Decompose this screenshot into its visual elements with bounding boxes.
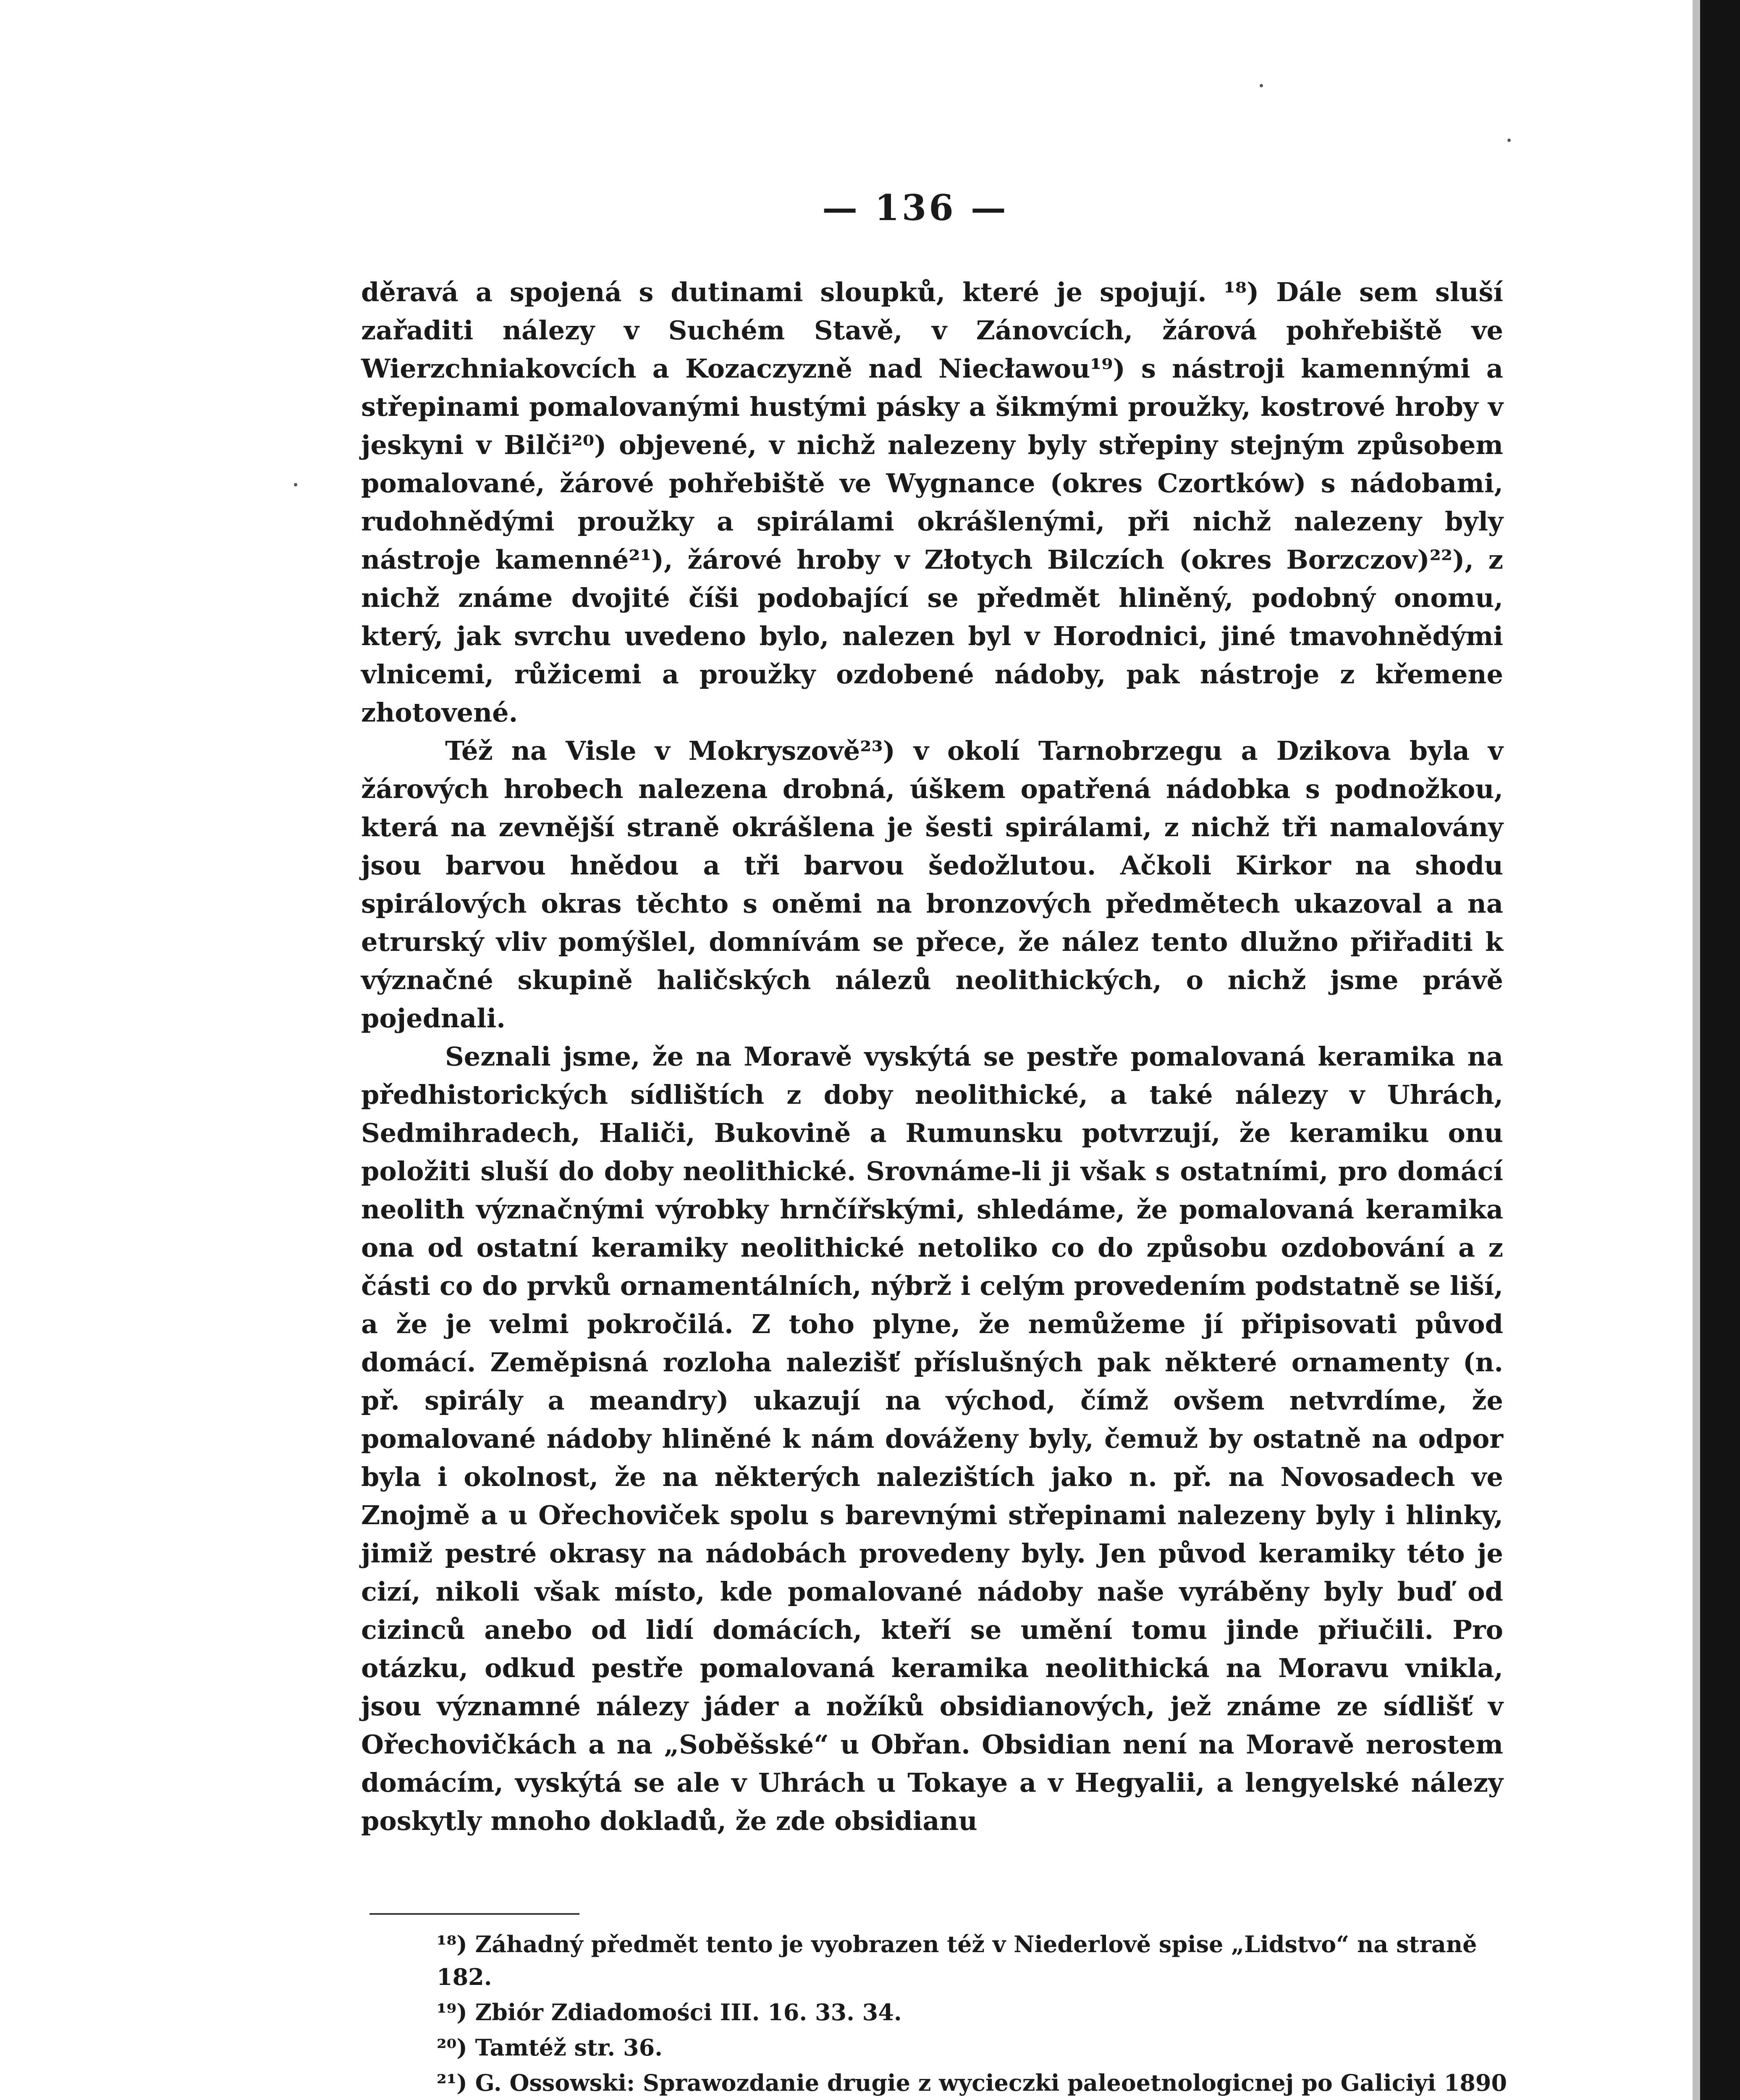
footnote-divider	[369, 1913, 579, 1915]
paragraph-3: Seznali jsme, že na Moravě vyskýtá se pestře pomalovaná keramika na předhistorických sídlištích z doby neolithické, a také nálezy v Uhrách, Sedmihradech, Haliči, Bukovině a Rumunsku potvrzují, že keramiku onu položiti sluší do doby neolithické. Srovnáme-li ji však s ostatními, pro domácí neolith význačnými výrobky hrnčířskými, shledáme, že pomalovaná keramika ona od ostatní keramiky neolithické netoliko co do způsobu ozdobování a z části co do prvků ornamentálních, nýbrž i celým provedením podstatně se liší, a že je velmi pokročilá. Z toho plyne, že nemůžeme jí připisovati původ domácí. Zeměpisná rozloha nalezišť příslušných pak některé ornamenty (n. př. spirály a meandry) ukazují na východ, čímž ovšem netvrdíme, že pomalované nádoby hliněné k nám dováženy byly, čemuž by ostatně na odpor byla i okolnost, že na některých nalezištích jako n. př. na Novosadech ve Znojmě a u Ořechoviček spolu s barevnými střepinami nalezeny byly i hlinky, jimiž pestré okrasy na nádobách provedeny byly. Jen původ keramiky této je cizí, nikoli však místo, kde pomalované nádoby naše vyráběny byly buď od cizinců anebo od lidí domácích, kteří se umění tomu jinde přiučili. Pro otázku, odkud pestře pomalovaná keramika neolithická na Moravu vnikla, jsou významné nálezy jáder a nožíků obsidianových, jež známe ze sídlišť v Ořechovičkách a na „Soběšské“ u Obřan. Obsidian není na Moravě nerostem domácím, vyskýtá se ale v Uhrách u Tokaye a v Hegyalii, a lengyelské nálezy poskytly mnoho dokladů, že zde obsidianu	[361, 1041, 1503, 1836]
scan-edge-shadow	[1693, 0, 1700, 2100]
footnotes	[437, 1928, 1512, 2100]
paragraph-2: Též na Visle v Mokryszově²³) v okolí Tarnobrzegu a Dzikova byla v žárových hrobech nalezena drobná, úškem opatřená nádobka s podnožkou, která na zevnější straně okrášlena je šesti spirálami, z nichž tři namalovány jsou barvou hnědou a tři barvou šedožlutou. Ačkoli Kirkor na shodu spirálových okras těchto s oněmi na bronzových předmětech ukazoval a na etrurský vliv pomýšlel, domnívám se přece, že nález tento dlužno přiřaditi k význačné skupině haličských nálezů neolithických, o nichž jsme právě pojednali.	[361, 735, 1503, 1034]
paragraph-1: děravá a spojená s dutinami sloupků, které je spojují. ¹⁸) Dále sem sluší zařaditi nálezy v Suchém Stavě, v Zánovcích, žárová pohřebiště ve Wierzchniakovcích a Kozaczyzně nad Niecławou¹⁹) s nástroji kamennými a střepinami pomalovanými hustými pásky a šikmými proužky, kostrové hroby v jeskyni v Bilči²⁰) objevené, v nichž nalezeny byly střepiny stejným způsobem pomalované, žárové pohřebiště ve Wygnance (okres Czortków) s nádobami, rudohnědými proužky a spirálami okrášlenými, při nichž nalezeny byly nástroje kamenné²¹), žárové hroby v Złotych Bilczích (okres Borzczov)²²), z nichž známe dvojité číši podobající se předmět hliněný, podobný onomu, který, jak svrchu uvedeno bylo, nalezen byl v Horodnici, jiné tmavohnědými vlnicemi, růžicemi a proužky ozdobené nádoby, pak nástroje z křemene zhotovené.	[361, 277, 1503, 728]
body-text	[361, 273, 1503, 1840]
scan-edge-border	[1700, 0, 1740, 2100]
scan-speck	[294, 483, 297, 486]
footnote-18: ¹⁸) Záhadný předmět tento je vyobrazen též v Niederlově spise „Lidstvo“ na straně 182.	[437, 1931, 1477, 1990]
footnote-20: ²⁰) Tamtéž str. 36.	[437, 2034, 663, 2061]
footnote-21: ²¹) G. Ossowski: Sprawozdanie drugie z wycieczki paleoetnologicnej po Galiciyi 1890	[437, 2069, 1507, 2096]
scan-speck	[1507, 139, 1511, 142]
footnote-19: ¹⁹) Zbiór Zdiadomości III. 16. 33. 34.	[437, 1999, 902, 2026]
scan-speck	[1260, 84, 1263, 87]
page-number: — 136 —	[822, 187, 1009, 228]
